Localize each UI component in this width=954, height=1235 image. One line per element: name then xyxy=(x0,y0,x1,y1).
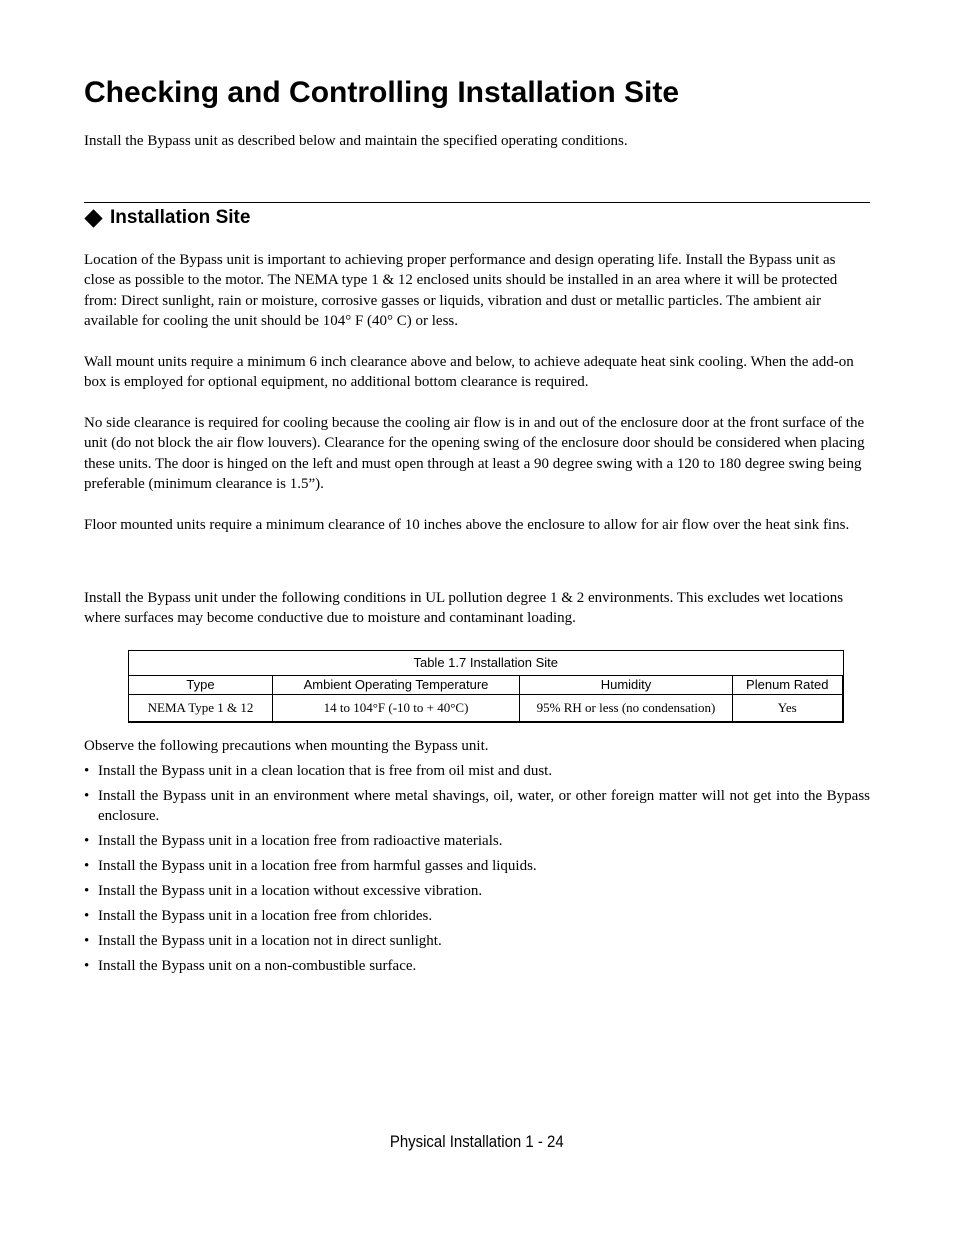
cell-type: NEMA Type 1 & 12 xyxy=(129,695,273,723)
header-type: Type xyxy=(129,676,273,695)
table-header-row xyxy=(129,676,843,695)
list-item: • Install the Bypass unit in a location free from harmful gasses and liquids. xyxy=(84,858,537,874)
installation-site-table xyxy=(128,650,842,723)
precautions-list xyxy=(84,761,870,981)
section-divider xyxy=(84,202,870,203)
paragraph-wall-mount: Wall mount units require a minimum 6 inch clearance above and below, to achieve adequate heat sink cooling. When the add-on box is employed for optional equipment, no additional bottom clearance is required. xyxy=(84,354,854,391)
page-title: Checking and Controlling Installation Site xyxy=(84,76,680,109)
section-heading xyxy=(84,205,250,231)
page-footer xyxy=(0,1131,954,1153)
list-item: • Install the Bypass unit in a location free from chlorides. xyxy=(84,908,433,924)
bullet-icon: • xyxy=(84,858,90,874)
diamond-icon xyxy=(84,209,102,227)
bullet-icon: • xyxy=(84,788,90,804)
bullet-icon: • xyxy=(84,883,90,899)
bullet-icon: • xyxy=(84,908,90,924)
list-item: • Install the Bypass unit in a clean location that is free from oil mist and dust. xyxy=(84,763,553,779)
cell-humidity: 95% RH or less (no condensation) xyxy=(520,695,733,723)
list-item: • Install the Bypass unit in an environment where metal shavings, oil, water, or other foreign matter will not get into the Bypass enclosure. xyxy=(84,788,870,824)
cell-ambient-temperature: 14 to 104°F (-10 to + 40°C) xyxy=(273,695,520,723)
footer-text: Physical Installation 1 - 24 xyxy=(390,1132,564,1151)
paragraph-side-clearance: No side clearance is required for cooling because the cooling air flow is in and out of the enclosure door at the front surface of the unit (do not block the air flow louvers). Clearance for the opening swing of the enclosure door should be considered when placing these units. The door is hinged on the left and must open through at least a 90 degree swing with a 120 to 180 degree swing being preferable (minimum clearance is 1.5”). xyxy=(84,415,865,493)
bullet-icon: • xyxy=(84,833,90,849)
table-row xyxy=(129,695,843,723)
bullet-icon: • xyxy=(84,763,90,779)
list-item: • Install the Bypass unit in a location not in direct sunlight. xyxy=(84,933,442,949)
intro-text: Install the Bypass unit as described below and maintain the specified operating conditions. xyxy=(84,133,628,149)
header-humidity: Humidity xyxy=(520,676,733,695)
list-item: • Install the Bypass unit in a location free from radioactive materials. xyxy=(84,833,503,849)
header-plenum-rated: Plenum Rated xyxy=(733,676,843,695)
cell-plenum-rated: Yes xyxy=(733,695,843,723)
bullet-icon: • xyxy=(84,933,90,949)
section-title: Installation Site xyxy=(110,207,251,228)
paragraph-conditions: Install the Bypass unit under the following conditions in UL pollution degree 1 & 2 environments. This excludes wet locations where surfaces may become conductive due to moisture and contaminant loading. xyxy=(84,590,844,627)
precautions-lead: Observe the following precautions when mounting the Bypass unit. xyxy=(84,738,489,754)
table-caption: Table 1.7 Installation Site xyxy=(128,650,844,675)
list-item: • Install the Bypass unit on a non-combustible surface. xyxy=(84,958,417,974)
list-item: • Install the Bypass unit in a location without excessive vibration. xyxy=(84,883,483,899)
paragraph-floor-mount: Floor mounted units require a minimum clearance of 10 inches above the enclosure to allow for air flow over the heat sink fins. xyxy=(84,517,850,533)
paragraph-location: Location of the Bypass unit is important to achieving proper performance and design operating life. Install the Bypass unit as close as possible to the motor. The NEMA type 1 & 12 enclosed units should be installed in an area where it will be protected from: Direct sunlight, rain or moisture, corrosive gasses or liquids, vibration and dust or metallic particles. The ambient air available for cooling the unit should be 104° F (40° C) or less. xyxy=(84,252,838,330)
bullet-icon: • xyxy=(84,958,90,974)
header-ambient-temperature: Ambient Operating Temperature xyxy=(273,676,520,695)
